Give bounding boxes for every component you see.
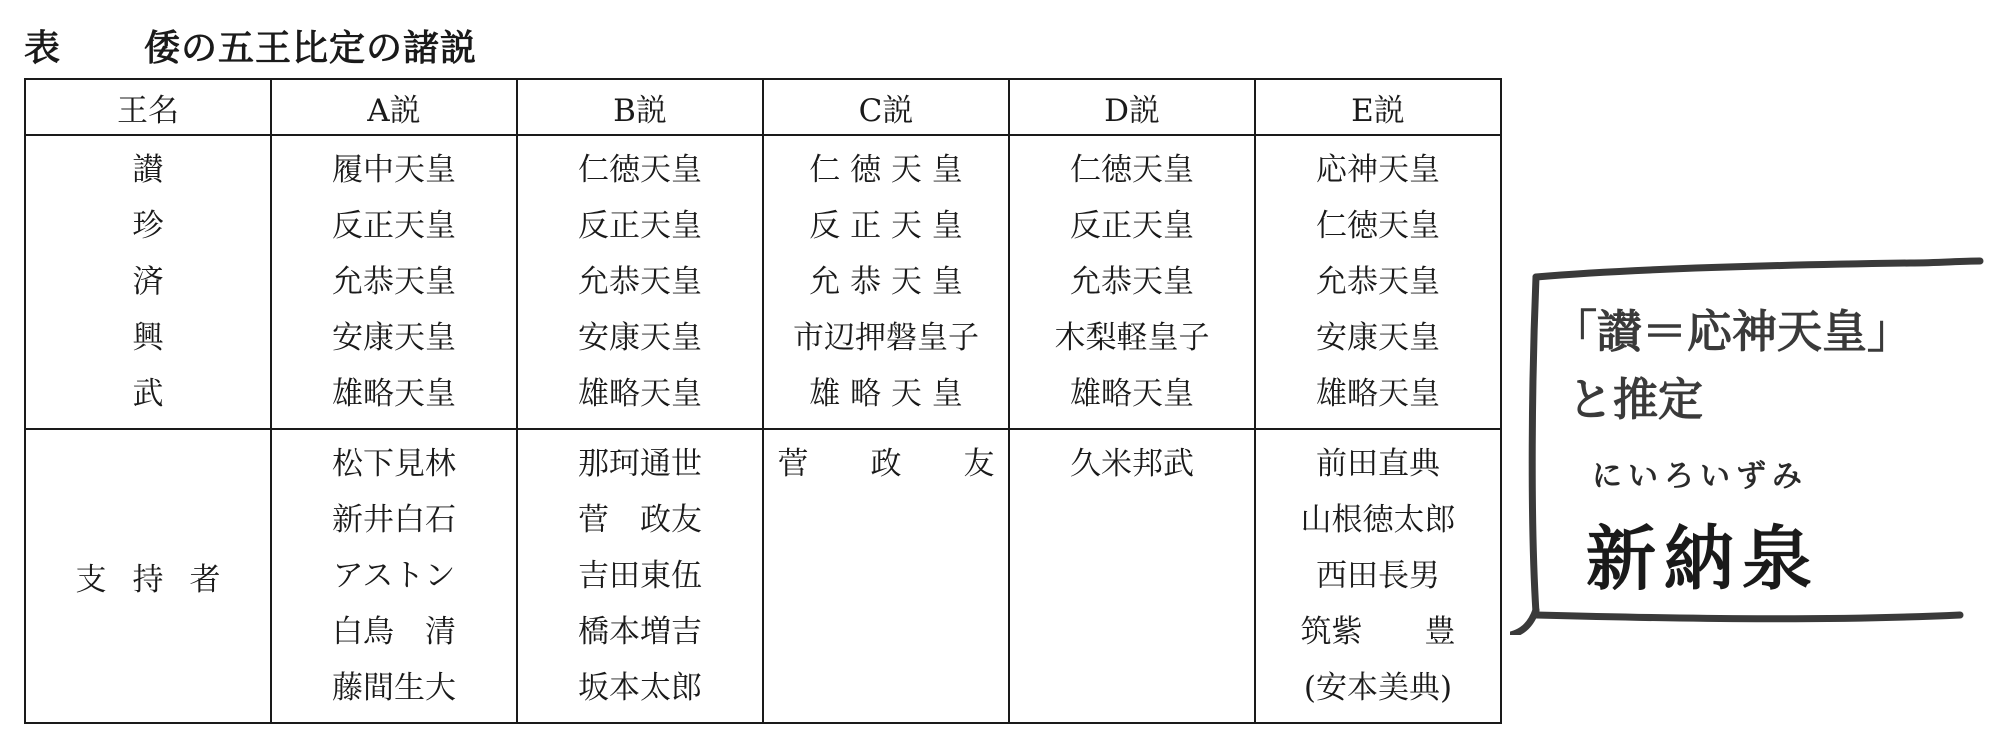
header-theory-c: C説 <box>763 79 1009 135</box>
kings-cell <box>25 135 271 429</box>
supporters-label: 支持者 <box>25 429 271 723</box>
emperor: 仁徳天皇 <box>578 152 702 188</box>
king-chin: 珍 <box>132 208 164 244</box>
five-kings-table <box>24 78 1502 724</box>
supporter: 西田長男 <box>1316 558 1440 594</box>
header-theory-b: B説 <box>517 79 763 135</box>
emperor: 反正天皇 <box>332 208 456 244</box>
theory-d-cell <box>1009 135 1255 429</box>
emperor: 允 恭 天 皇 <box>809 264 963 300</box>
emperor: 仁徳天皇 <box>1316 208 1440 244</box>
supporter: 橋本増吉 <box>578 614 702 650</box>
emperor: 市辺押磐皇子 <box>793 320 979 356</box>
supporter: 吉田東伍 <box>578 558 702 594</box>
supporters-c-cell <box>763 429 1009 723</box>
annotation-furigana: にいろいずみ <box>1592 459 1808 494</box>
supporters-b-cell <box>517 429 763 723</box>
supporter: 藤間生大 <box>332 670 456 706</box>
emperor: 応神天皇 <box>1316 152 1440 188</box>
supporters-e-cell <box>1255 429 1501 723</box>
emperor: 雄略天皇 <box>1070 376 1194 412</box>
supporters-row <box>25 429 1501 723</box>
emperor: 仁 徳 天 皇 <box>809 152 963 188</box>
supporter: 那珂通世 <box>578 446 702 482</box>
handwritten-annotation <box>1510 255 1990 635</box>
header-theory-a: A説 <box>271 79 517 135</box>
annotation-line-2: と推定 <box>1568 373 1704 426</box>
supporter: 白鳥 清 <box>332 614 456 650</box>
emperor: 反正天皇 <box>578 208 702 244</box>
emperor: 雄 略 天 皇 <box>809 376 963 412</box>
header-theory-e: E説 <box>1255 79 1501 135</box>
emperor: 雄略天皇 <box>578 376 702 412</box>
emperor: 履中天皇 <box>332 152 456 188</box>
king-san: 讃 <box>132 152 164 188</box>
emperor: 允恭天皇 <box>1070 264 1194 300</box>
king-sei: 済 <box>132 264 164 300</box>
supporter: 新井白石 <box>332 502 456 538</box>
table-label: 表 <box>24 27 61 69</box>
supporter: 筑紫 豊 <box>1300 614 1456 650</box>
emperor: 雄略天皇 <box>1316 376 1440 412</box>
supporter: 前田直典 <box>1316 446 1440 482</box>
emperor: 仁徳天皇 <box>1070 152 1194 188</box>
annotation-name: 新納泉 <box>1586 517 1820 600</box>
emperor: 雄略天皇 <box>332 376 456 412</box>
emperor: 反正天皇 <box>1070 208 1194 244</box>
emperor: 允恭天皇 <box>578 264 702 300</box>
emperor: 安康天皇 <box>1316 320 1440 356</box>
emperor: 反 正 天 皇 <box>809 208 963 244</box>
supporter: 久米邦武 <box>1070 446 1194 482</box>
supporter: アストン <box>332 558 456 594</box>
emperor: 木梨軽皇子 <box>1054 320 1210 356</box>
supporters-a-cell <box>271 429 517 723</box>
header-king-name: 王名 <box>25 79 271 135</box>
emperor: 安康天皇 <box>332 320 456 356</box>
header-row <box>25 79 1501 135</box>
header-theory-d: D説 <box>1009 79 1255 135</box>
supporter: 菅 政 友 <box>777 446 995 482</box>
supporter: 菅 政友 <box>578 502 702 538</box>
table-caption <box>24 14 477 76</box>
theory-e-cell <box>1255 135 1501 429</box>
theory-a-cell <box>271 135 517 429</box>
king-ko: 興 <box>132 320 164 356</box>
king-bu: 武 <box>132 376 164 412</box>
theory-b-cell <box>517 135 763 429</box>
supporter: (安本美典) <box>1303 670 1453 706</box>
supporters-d-cell <box>1009 429 1255 723</box>
annotation-line-1: 「讃＝応神天皇」 <box>1552 305 1913 358</box>
emperor: 允恭天皇 <box>332 264 456 300</box>
emperor: 允恭天皇 <box>1316 264 1440 300</box>
supporter: 松下見林 <box>332 446 456 482</box>
emperor: 安康天皇 <box>578 320 702 356</box>
supporter: 坂本太郎 <box>578 670 702 706</box>
table-title: 倭の五王比定の諸説 <box>144 27 478 69</box>
theory-c-cell <box>763 135 1009 429</box>
supporter: 山根徳太郎 <box>1300 502 1456 538</box>
kings-row <box>25 135 1501 429</box>
